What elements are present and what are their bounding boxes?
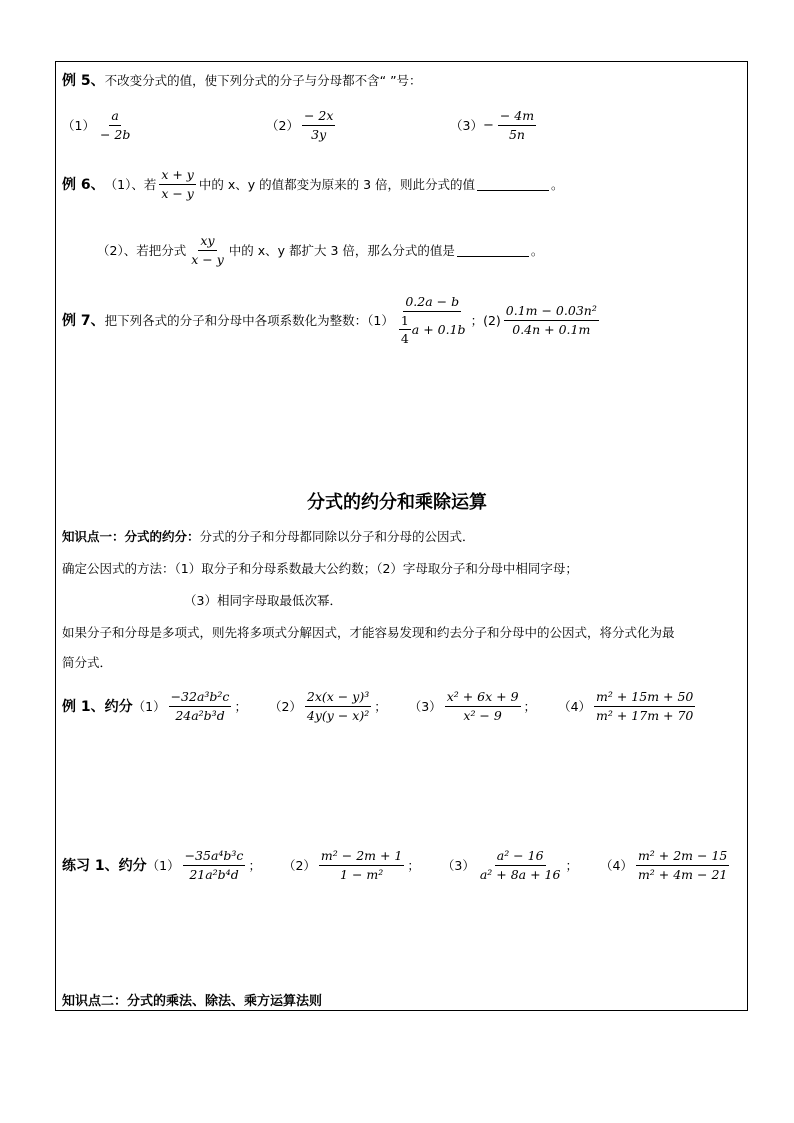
knowledge-point-1-text: 分式的分子和分母都同除以分子和分母的公因式． [199, 529, 475, 544]
numerator: xy [198, 233, 216, 251]
denominator: 1 − m² [340, 866, 384, 882]
example-5-label: 例 5、 [62, 73, 105, 89]
example-5-heading [62, 70, 422, 90]
part-1-prefix: （1）、若 [104, 177, 157, 193]
polynomial-paragraph: 如果分子和分母是多项式，则先将多项式分解因式，才能容易发现和约去分子和分母中的公因式，将分式化为最 [62, 625, 675, 640]
denominator: a² + 8a + 16 [479, 866, 561, 882]
numerator: a² − 16 [495, 848, 546, 866]
numerator: m² + 2m − 15 [636, 848, 729, 866]
item-index: （2） [266, 118, 299, 134]
separator: ； [248, 858, 261, 874]
answer-blank [477, 178, 549, 191]
part-1-text: 中的 x、y 的值都变为原来的 3 倍，则此分式的值 [198, 177, 476, 193]
item-index: （3） [441, 858, 475, 874]
example-1 [62, 689, 698, 723]
numerator: 2x(x − y)³ [305, 689, 371, 707]
fraction [169, 689, 232, 723]
example-6-part-1 [62, 167, 564, 201]
fraction [478, 848, 563, 882]
numerator: −35a⁴b³c [183, 848, 246, 866]
fraction [445, 689, 521, 723]
numerator: x + y [159, 167, 196, 185]
inner-fraction [399, 313, 411, 347]
fraction [159, 167, 196, 201]
example-1-label: 例 1、约分 [62, 699, 133, 716]
inner-numerator: 1 [399, 313, 411, 331]
separator: ； [374, 699, 387, 715]
answer-blank [457, 244, 529, 257]
denominator: 21a²b⁴d [189, 866, 239, 882]
item-index: （1） [132, 699, 166, 715]
denominator: 5n [508, 126, 525, 142]
separator: ； [565, 858, 578, 874]
denominator: m² + 4m − 21 [637, 866, 728, 882]
denominator: m² + 17m + 70 [596, 707, 694, 723]
fraction [98, 108, 132, 142]
numerator: a [109, 108, 120, 126]
knowledge-point-1 [62, 520, 746, 553]
numerator: −32a³b²c [169, 689, 232, 707]
denominator: x² − 9 [463, 707, 502, 723]
knowledge-point-2 [62, 990, 322, 1009]
separator: ； [234, 699, 247, 715]
part-1-end: 。 [551, 177, 564, 193]
denominator: 24a²b³d [175, 707, 225, 723]
knowledge-point-2-label: 知识点二：分式的乘法、除法、乘方运算法则 [62, 994, 323, 1009]
item-index: （2） [282, 858, 316, 874]
numerator: − 2x [302, 108, 335, 126]
example-7 [62, 294, 602, 347]
example-5-text: 不改变分式的值，使下列分式的分子与分母都不含“ ”号： [104, 73, 422, 88]
example-6-label: 例 6、 [62, 177, 105, 194]
fraction [319, 848, 404, 882]
example-5-item-3 [450, 108, 539, 142]
denominator: 3y [311, 126, 327, 142]
section-title: 分式的约分和乘除运算 [307, 492, 487, 513]
fraction [189, 233, 226, 267]
fraction [498, 108, 536, 142]
denominator: x − y [161, 185, 194, 201]
denominator: x − y [191, 251, 224, 267]
method-line-2: （3）相同字母取最低次幂． [184, 593, 342, 608]
item-index: （4） [558, 699, 592, 715]
practice-1-label: 练习 1、约分 [62, 858, 147, 875]
part-2-end: 。 [530, 243, 544, 259]
numerator: m² + 15m + 50 [594, 689, 695, 707]
part-2-prefix: （2）、若把分式 [97, 243, 187, 259]
fraction [594, 689, 695, 723]
fraction [305, 689, 371, 723]
fraction [397, 294, 468, 347]
minus-sign: − [482, 117, 494, 133]
polynomial-paragraph-end: 简分式． [62, 655, 113, 670]
inner-denominator: 4 [400, 331, 409, 347]
fraction [636, 848, 729, 882]
item-index: （3） [408, 699, 442, 715]
numerator: x² + 6x + 9 [445, 689, 521, 707]
example-5-item-1 [62, 108, 135, 142]
knowledge-point-1-label: 知识点一：分式的约分： [62, 529, 200, 544]
denominator: 4y(y − x)² [306, 707, 370, 723]
fraction [302, 108, 335, 142]
example-6-part-2 [97, 233, 543, 267]
part-2-text: 中的 x、y 都扩大 3 倍，那么分式的值是 [228, 243, 455, 259]
denominator [397, 312, 468, 347]
example-5-item-2 [266, 108, 338, 142]
fraction [183, 848, 246, 882]
numerator: m² − 2m + 1 [319, 848, 404, 866]
denominator: 0.4n + 0.1m [512, 321, 591, 337]
item-index: （1） [62, 118, 95, 134]
numerator: 0.2a − b [403, 294, 461, 312]
separator: ；(2) [470, 313, 501, 329]
example-7-label: 例 7、 [62, 313, 105, 330]
denominator-rest: a + 0.1b [411, 321, 466, 337]
denominator: − 2b [99, 126, 131, 142]
separator: ； [407, 858, 420, 874]
item-index: （3） [450, 118, 483, 134]
item-index: （4） [599, 858, 633, 874]
numerator: − 4m [498, 108, 536, 126]
example-7-text: 把下列各式的分子和分母中各项系数化为整数：（1） [104, 313, 394, 329]
practice-1 [62, 848, 732, 882]
item-index: （1） [146, 858, 180, 874]
method-line-1: 确定公因式的方法：（1）取分子和分母系数最大公约数；（2）字母取分子和分母中相同字母； [62, 561, 578, 576]
numerator: 0.1m − 0.03n² [504, 303, 599, 321]
separator: ； [523, 699, 537, 715]
fraction [504, 303, 599, 337]
item-index: （2） [268, 699, 302, 715]
